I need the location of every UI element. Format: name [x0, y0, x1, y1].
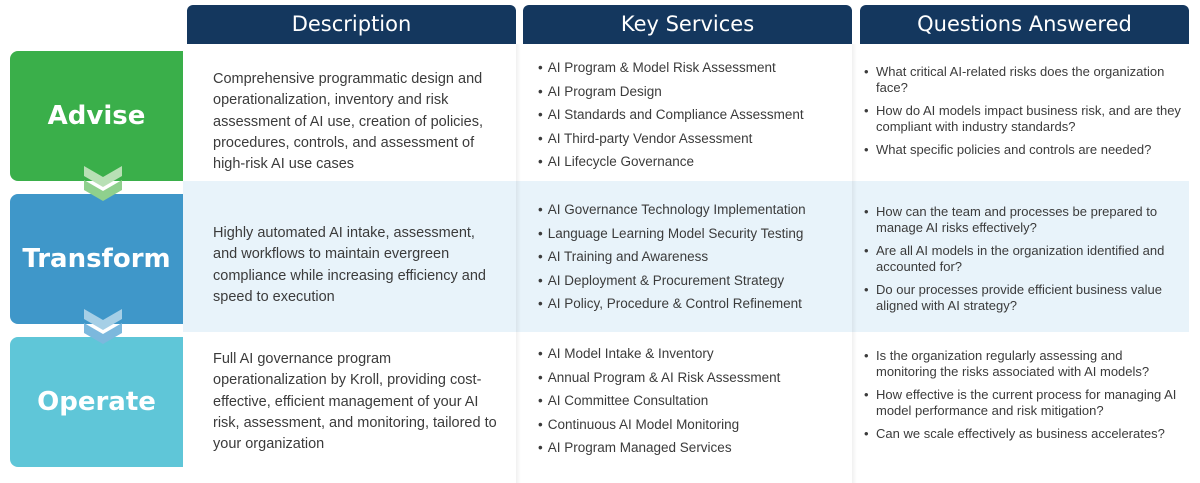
- bullet: •: [864, 282, 869, 297]
- stage-advise: [10, 51, 183, 181]
- questions-list-transform: [864, 204, 1182, 321]
- question-item: • What critical AI-related risks does the organization face?: [864, 64, 1165, 95]
- question-item: • How can the team and processes be prepared to manage AI risks effectively?: [864, 204, 1158, 235]
- services-list-operate: [538, 342, 838, 460]
- bullet: •: [538, 249, 543, 265]
- bullet: •: [864, 64, 869, 79]
- service-item: • AI Policy, Procedure & Control Refinement: [538, 296, 802, 312]
- service-item: • AI Program & Model Risk Assessment: [538, 60, 776, 75]
- service-item: • AI Deployment & Procurement Strategy: [538, 272, 785, 288]
- bullet: •: [864, 348, 869, 363]
- services-list-advise: [538, 56, 838, 174]
- bullet: •: [864, 426, 869, 441]
- services-list-transform: [538, 198, 838, 316]
- bullet: •: [538, 107, 543, 123]
- bullet: •: [538, 369, 543, 385]
- stage-label: Operate: [37, 387, 156, 417]
- bullet: •: [538, 416, 543, 432]
- description-operate: Full AI governance program operationalization by Kroll, providing cost-effective, efficient management of your AI risk, assessment, and monitoring, tailored to your organization: [213, 351, 497, 453]
- description-transform: Highly automated AI intake, assessment, and workflows to maintain evergreen compliance while increasing efficiency and speed to execution: [213, 225, 486, 305]
- chevron-down-icon: [84, 166, 122, 202]
- stage-label: Advise: [47, 101, 146, 131]
- stage-transform: [10, 194, 183, 324]
- header-questions-answered: Questions Answered: [860, 5, 1189, 44]
- question-item: • Is the organization regularly assessing and monitoring the risks associated with AI models?: [864, 348, 1150, 379]
- question-item: • Are all AI models in the organization identified and accounted for?: [864, 243, 1165, 274]
- bullet: •: [538, 393, 543, 409]
- service-item: • Continuous AI Model Monitoring: [538, 416, 740, 432]
- question-item: • What specific policies and controls are needed?: [864, 142, 1152, 157]
- service-item: • AI Governance Technology Implementation: [538, 202, 806, 217]
- service-item: • AI Model Intake & Inventory: [538, 346, 714, 361]
- bullet: •: [538, 346, 543, 361]
- service-item: • AI Committee Consultation: [538, 393, 709, 409]
- service-item: • Annual Program & AI Risk Assessment: [538, 369, 781, 385]
- bullet: •: [538, 60, 543, 75]
- question-item: • Can we scale effectively as business accelerates?: [864, 426, 1165, 441]
- bullet: •: [538, 225, 543, 241]
- bullet: •: [864, 387, 869, 402]
- service-item: • AI Training and Awareness: [538, 249, 709, 265]
- bullet: •: [538, 154, 543, 170]
- question-item: • How do AI models impact business risk, and are they compliant with industry standards?: [864, 103, 1181, 134]
- question-item: • Do our processes provide efficient business value aligned with AI strategy?: [864, 282, 1162, 313]
- chevron-down-icon: [84, 309, 122, 345]
- bullet: •: [538, 130, 543, 146]
- bullet: •: [864, 103, 869, 118]
- header-key-services: Key Services: [523, 5, 852, 44]
- bullet: •: [538, 83, 543, 99]
- bullet: •: [864, 243, 869, 258]
- questions-list-operate: [864, 348, 1182, 449]
- service-item: • AI Third-party Vendor Assessment: [538, 130, 753, 146]
- bullet: •: [538, 296, 543, 312]
- service-item: • AI Program Managed Services: [538, 440, 732, 456]
- column-divider: [852, 44, 857, 483]
- question-item: • How effective is the current process for managing AI model performance and risk mitigation?: [864, 387, 1177, 418]
- stage-label: Transform: [22, 244, 171, 274]
- description-advise: Comprehensive programmatic design and operationalization, inventory and risk assessment of AI use, creation of policies, procedures, controls, and assessment of high-risk AI use cases: [213, 71, 483, 173]
- service-item: • AI Standards and Compliance Assessment: [538, 107, 804, 123]
- column-divider: [516, 44, 521, 483]
- questions-list-advise: [864, 64, 1182, 165]
- bullet: •: [864, 204, 869, 219]
- stage-operate: [10, 337, 183, 467]
- bullet: •: [538, 440, 543, 456]
- service-item: • AI Lifecycle Governance: [538, 154, 695, 170]
- service-item: • AI Program Design: [538, 83, 662, 99]
- service-item: • Language Learning Model Security Testing: [538, 225, 804, 241]
- bullet: •: [538, 202, 543, 217]
- bullet: •: [864, 142, 869, 157]
- header-description: Description: [187, 5, 516, 44]
- bullet: •: [538, 272, 543, 288]
